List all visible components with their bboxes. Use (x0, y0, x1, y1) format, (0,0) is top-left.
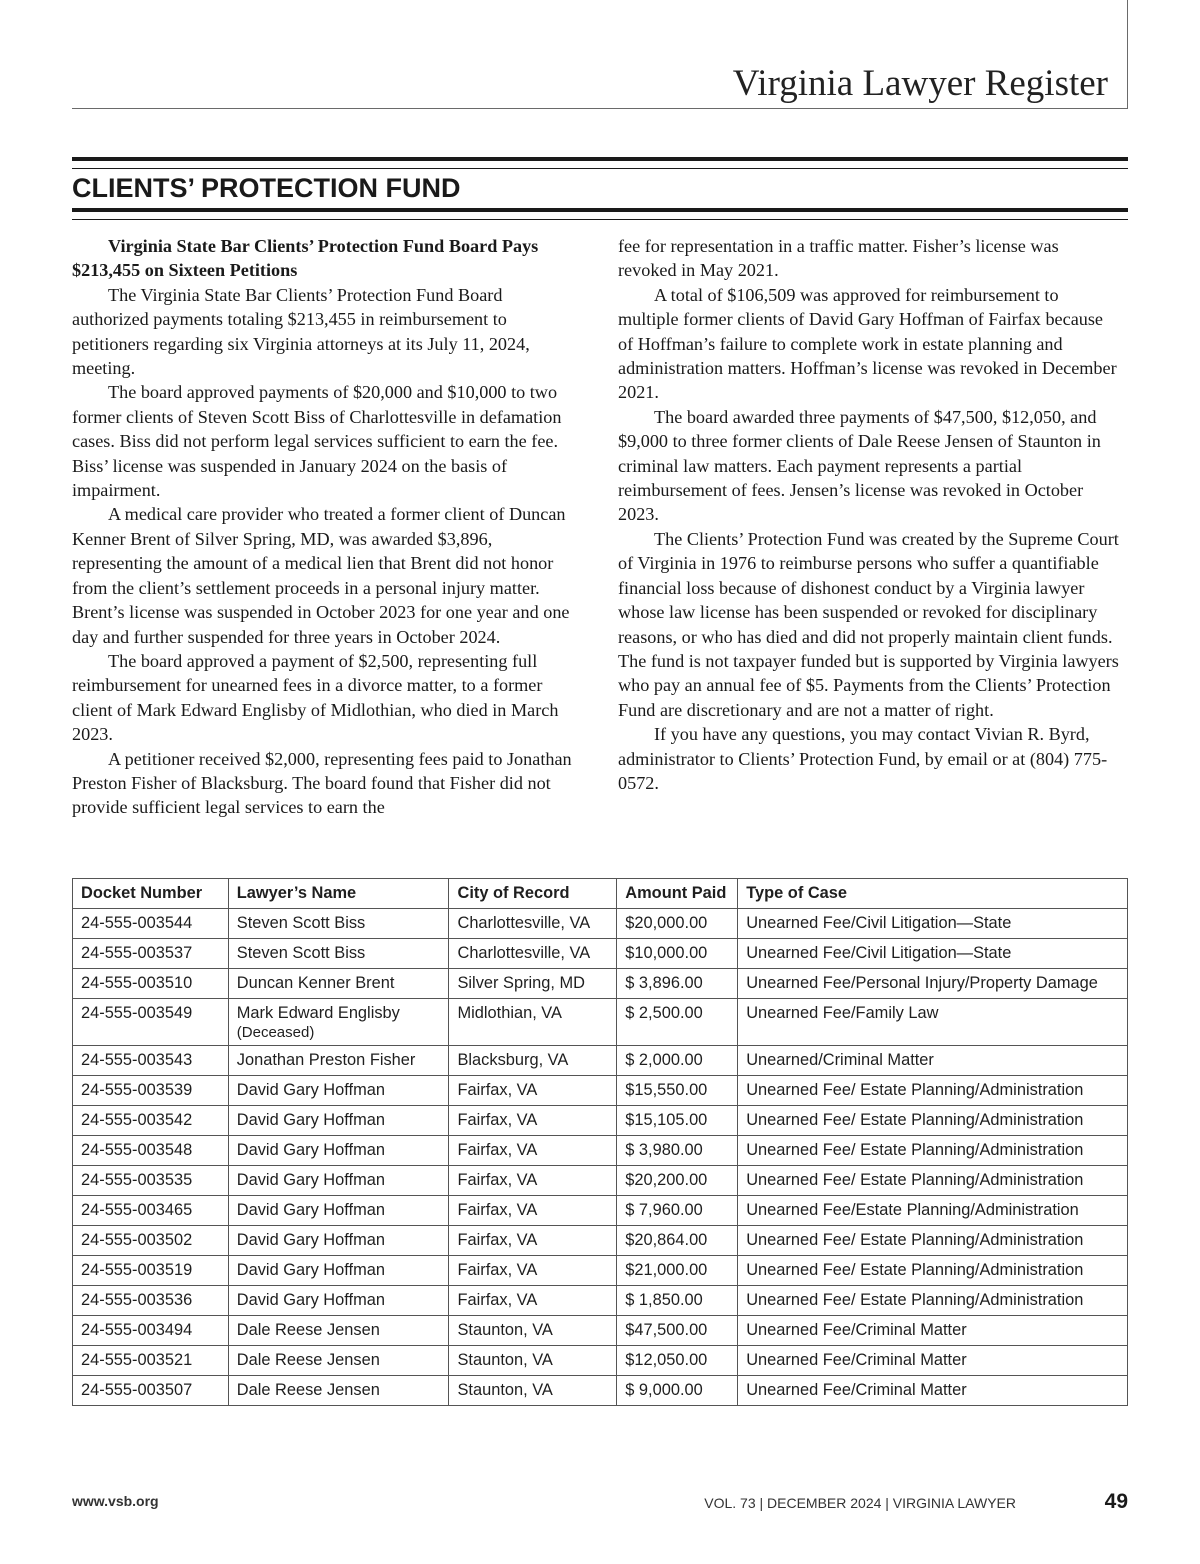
cell-type-of-case: Unearned Fee/Estate Planning/Administration (738, 1196, 1128, 1226)
cell-lawyer-name: Dale Reese Jensen (228, 1376, 449, 1406)
cell-lawyer-name: Jonathan Preston Fisher (228, 1046, 449, 1076)
table-row (73, 1106, 1128, 1136)
cell-amount-paid: $ 3,896.00 (617, 969, 738, 999)
cell-type-of-case: Unearned Fee/Family Law (738, 999, 1128, 1046)
table-row (73, 1046, 1128, 1076)
cell-city-of-record: Fairfax, VA (449, 1076, 617, 1106)
table-row (73, 909, 1128, 939)
cell-amount-paid: $ 9,000.00 (617, 1376, 738, 1406)
cell-lawyer-name: Duncan Kenner Brent (228, 969, 449, 999)
cell-lawyer-name: David Gary Hoffman (228, 1226, 449, 1256)
article-column-right (618, 234, 1120, 795)
cell-amount-paid: $20,000.00 (617, 909, 738, 939)
section-rule-top (72, 157, 1128, 169)
cell-amount-paid: $12,050.00 (617, 1346, 738, 1376)
cell-docket-number: 24-555-003542 (73, 1106, 229, 1136)
cell-amount-paid: $ 2,500.00 (617, 999, 738, 1046)
cell-type-of-case: Unearned Fee/Civil Litigation—State (738, 939, 1128, 969)
header-vertical-rule (1127, 0, 1128, 109)
cell-docket-number: 24-555-003521 (73, 1346, 229, 1376)
article-paragraph: The board approved a payment of $2,500, representing full reimbursement for unearned fees in a divorce matter, to a former client of Mark Edward Englisby of Midlothian, who died in March 2023. (72, 650, 559, 745)
cell-lawyer-name: David Gary Hoffman (228, 1136, 449, 1166)
cell-docket-number: 24-555-003494 (73, 1316, 229, 1346)
cell-lawyer-name: Dale Reese Jensen (228, 1316, 449, 1346)
cell-docket-number: 24-555-003507 (73, 1376, 229, 1406)
cell-amount-paid: $ 2,000.00 (617, 1046, 738, 1076)
cell-type-of-case: Unearned Fee/ Estate Planning/Administration (738, 1286, 1128, 1316)
header-horizontal-rule (72, 108, 1128, 109)
cell-type-of-case: Unearned Fee/ Estate Planning/Administration (738, 1106, 1128, 1136)
cell-type-of-case: Unearned Fee/Criminal Matter (738, 1346, 1128, 1376)
table-row (73, 1286, 1128, 1316)
cell-type-of-case: Unearned Fee/ Estate Planning/Administration (738, 1226, 1128, 1256)
cell-docket-number: 24-555-003519 (73, 1256, 229, 1286)
cell-docket-number: 24-555-003536 (73, 1286, 229, 1316)
article-paragraph: A petitioner received $2,000, representing fees paid to Jonathan Preston Fisher of Blacksburg. The board found that Fisher did not provide sufficient legal services to earn the (72, 748, 572, 818)
cell-docket-number: 24-555-003535 (73, 1166, 229, 1196)
article-paragraph: If you have any questions, you may contact Vivian R. Byrd, administrator to Clients’ Protection Fund, by email or at (804) 775-0572. (618, 724, 1108, 793)
cell-type-of-case: Unearned Fee/ Estate Planning/Administration (738, 1136, 1128, 1166)
cell-type-of-case: Unearned Fee/Personal Injury/Property Damage (738, 969, 1128, 999)
table-row (73, 969, 1128, 999)
cell-lawyer-name: Steven Scott Biss (228, 909, 449, 939)
cell-amount-paid: $10,000.00 (617, 939, 738, 969)
header-amount-paid: Amount Paid (617, 879, 738, 909)
cell-lawyer-name: David Gary Hoffman (228, 1256, 449, 1286)
cell-city-of-record: Staunton, VA (449, 1346, 617, 1376)
article-paragraph: A total of $106,509 was approved for reimbursement to multiple former clients of David Gary Hoffman of Fairfax because of Hoffman’s failure to complete work in estate planning and administration matters. Hoffman’s license was revoked in December 2021. (618, 284, 1117, 403)
article-paragraph: The board approved payments of $20,000 and $10,000 to two former clients of Steven Scott Biss of Charlottesville in defamation cases. Biss did not perform legal services sufficient to earn the fee. Biss’ license was suspended in January 2024 on the basis of impairment. (72, 382, 562, 501)
page-number: 49 (1104, 1490, 1128, 1513)
cell-lawyer-name: David Gary Hoffman (228, 1286, 449, 1316)
cell-city-of-record: Fairfax, VA (449, 1166, 617, 1196)
header-docket-number: Docket Number (73, 879, 229, 909)
cell-lawyer-name (228, 999, 449, 1046)
cell-docket-number: 24-555-003510 (73, 969, 229, 999)
cell-amount-paid: $ 3,980.00 (617, 1136, 738, 1166)
article-headline: Virginia State Bar Clients’ Protection Fund Board Pays $213,455 on Sixteen Petitions (72, 236, 539, 281)
section-title: CLIENTS’ PROTECTION FUND (72, 173, 461, 203)
article-paragraph-continuation: fee for representation in a traffic matter. Fisher’s license was revoked in May 2021. (618, 236, 1059, 281)
cell-type-of-case: Unearned Fee/Criminal Matter (738, 1376, 1128, 1406)
footer-website: www.vsb.org (72, 1493, 159, 1509)
article-paragraph: The Clients’ Protection Fund was created by the Supreme Court of Virginia in 1976 to reimburse persons who suffer a quantifiable financial loss because of dishonest conduct by a Virginia lawyer whose law license has been suspended or revoked for disciplinary reasons, or who has died and did not properly maintain client funds. The fund is not taxpayer funded but is supported by Virginia lawyers who pay an annual fee of $5. Payments from the Clients’ Protection Fund are discretionary and are not a matter of right. (618, 528, 1119, 720)
table-row (73, 1376, 1128, 1406)
cell-type-of-case: Unearned Fee/Criminal Matter (738, 1316, 1128, 1346)
cell-type-of-case: Unearned Fee/ Estate Planning/Administration (738, 1256, 1128, 1286)
table-row (73, 1316, 1128, 1346)
cell-lawyer-name: David Gary Hoffman (228, 1076, 449, 1106)
table-row (73, 1226, 1128, 1256)
cell-amount-paid: $15,550.00 (617, 1076, 738, 1106)
cell-type-of-case: Unearned Fee/ Estate Planning/Administration (738, 1076, 1128, 1106)
header-lawyer-name: Lawyer’s Name (228, 879, 449, 909)
cell-docket-number: 24-555-003539 (73, 1076, 229, 1106)
cell-city-of-record: Fairfax, VA (449, 1256, 617, 1286)
cell-city-of-record: Fairfax, VA (449, 1226, 617, 1256)
table-row (73, 939, 1128, 969)
article-paragraph: The Virginia State Bar Clients’ Protection Fund Board authorized payments totaling $213,455 in reimbursement to petitioners regarding six Virginia attorneys at its July 11, 2024, meeting. (72, 284, 530, 379)
cell-lawyer-name: David Gary Hoffman (228, 1196, 449, 1226)
footer-issue-info: VOL. 73 | DECEMBER 2024 | VIRGINIA LAWYER (704, 1495, 1016, 1511)
cell-city-of-record: Blacksburg, VA (449, 1046, 617, 1076)
table-row (73, 1346, 1128, 1376)
cell-amount-paid: $ 1,850.00 (617, 1286, 738, 1316)
cell-amount-paid: $20,200.00 (617, 1166, 738, 1196)
cell-lawyer-name: David Gary Hoffman (228, 1106, 449, 1136)
cell-city-of-record: Staunton, VA (449, 1316, 617, 1346)
cell-city-of-record: Silver Spring, MD (449, 969, 617, 999)
cell-city-of-record: Staunton, VA (449, 1376, 617, 1406)
lawyer-status-note: (Deceased) (236, 1024, 315, 1041)
publication-title: Virginia Lawyer Register (732, 63, 1108, 104)
cell-city-of-record: Charlottesville, VA (449, 939, 617, 969)
table-row (73, 1166, 1128, 1196)
table-row (73, 1076, 1128, 1106)
cell-docket-number: 24-555-003502 (73, 1226, 229, 1256)
table-row (73, 1196, 1128, 1226)
cell-type-of-case: Unearned Fee/Civil Litigation—State (738, 909, 1128, 939)
cell-city-of-record: Fairfax, VA (449, 1136, 617, 1166)
table-row (73, 1136, 1128, 1166)
cell-lawyer-name: Steven Scott Biss (228, 939, 449, 969)
cell-city-of-record: Fairfax, VA (449, 1106, 617, 1136)
cell-amount-paid: $ 7,960.00 (617, 1196, 738, 1226)
payments-table (72, 878, 1128, 1406)
cell-city-of-record: Fairfax, VA (449, 1196, 617, 1226)
table-row (73, 1256, 1128, 1286)
cell-city-of-record: Charlottesville, VA (449, 909, 617, 939)
cell-lawyer-name: Dale Reese Jensen (228, 1346, 449, 1376)
article-column-left (72, 234, 578, 820)
cell-amount-paid: $21,000.00 (617, 1256, 738, 1286)
header-type-of-case: Type of Case (738, 879, 1128, 909)
cell-amount-paid: $15,105.00 (617, 1106, 738, 1136)
cell-docket-number: 24-555-003537 (73, 939, 229, 969)
cell-docket-number: 24-555-003549 (73, 999, 229, 1046)
cell-type-of-case: Unearned/Criminal Matter (738, 1046, 1128, 1076)
table-row (73, 999, 1128, 1046)
header-city-of-record: City of Record (449, 879, 617, 909)
cell-type-of-case: Unearned Fee/ Estate Planning/Administration (738, 1166, 1128, 1196)
table-body (73, 909, 1128, 1406)
lawyer-name-text: Mark Edward Englisby (236, 1004, 400, 1022)
cell-city-of-record: Midlothian, VA (449, 999, 617, 1046)
cell-docket-number: 24-555-003544 (73, 909, 229, 939)
cell-amount-paid: $47,500.00 (617, 1316, 738, 1346)
table-header-row (73, 879, 1128, 909)
article-paragraph: The board awarded three payments of $47,500, $12,050, and $9,000 to three former clients of Dale Reese Jensen of Staunton in criminal law matters. Each payment represents a partial reimbursement of fees. Jensen’s license was revoked in October 2023. (618, 406, 1101, 525)
cell-docket-number: 24-555-003548 (73, 1136, 229, 1166)
cell-docket-number: 24-555-003465 (73, 1196, 229, 1226)
cell-amount-paid: $20,864.00 (617, 1226, 738, 1256)
cell-docket-number: 24-555-003543 (73, 1046, 229, 1076)
cell-city-of-record: Fairfax, VA (449, 1286, 617, 1316)
article-paragraph: A medical care provider who treated a former client of Duncan Kenner Brent of Silver Spring, MD, was awarded $3,896, representing the amount of a medical lien that Brent did not honor from the client’s settlement proceeds in a personal injury matter. Brent’s license was suspended in October 2023 for one year and one day and further suspended for three years in October 2024. (72, 504, 570, 647)
cell-lawyer-name: David Gary Hoffman (228, 1166, 449, 1196)
section-rule-bottom (72, 208, 1128, 220)
